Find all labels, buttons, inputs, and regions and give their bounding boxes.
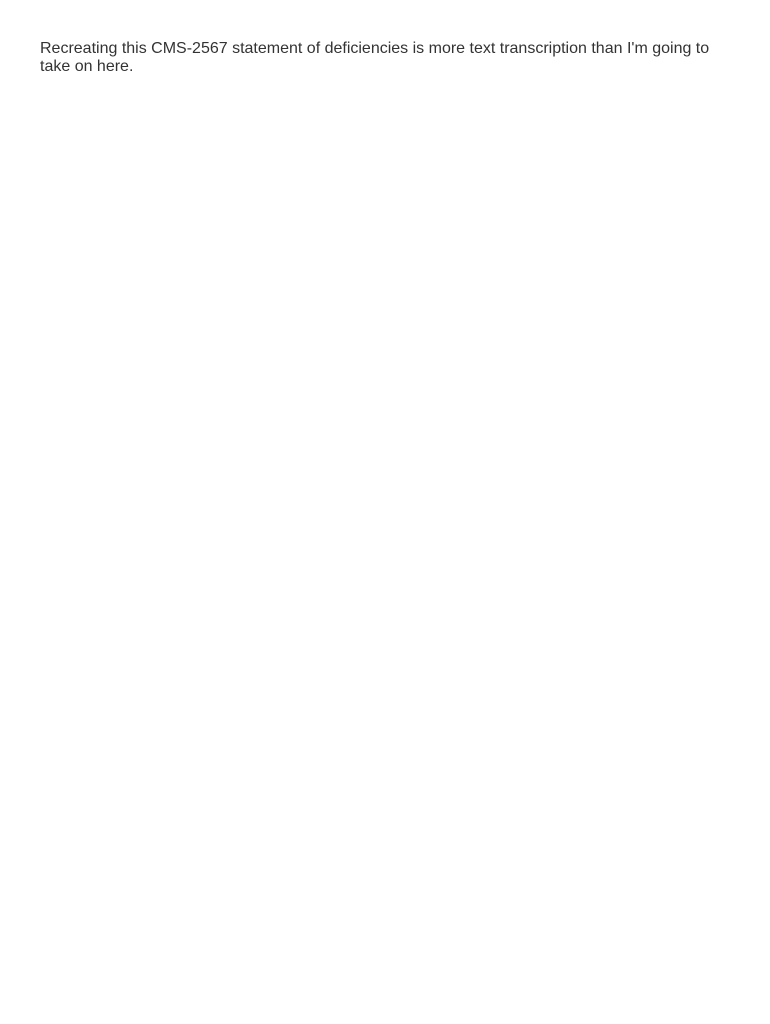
- placeholder-note: Recreating this CMS-2567 statement of deficiencies is more text transcription than I'm going to take on here.: [40, 40, 710, 75]
